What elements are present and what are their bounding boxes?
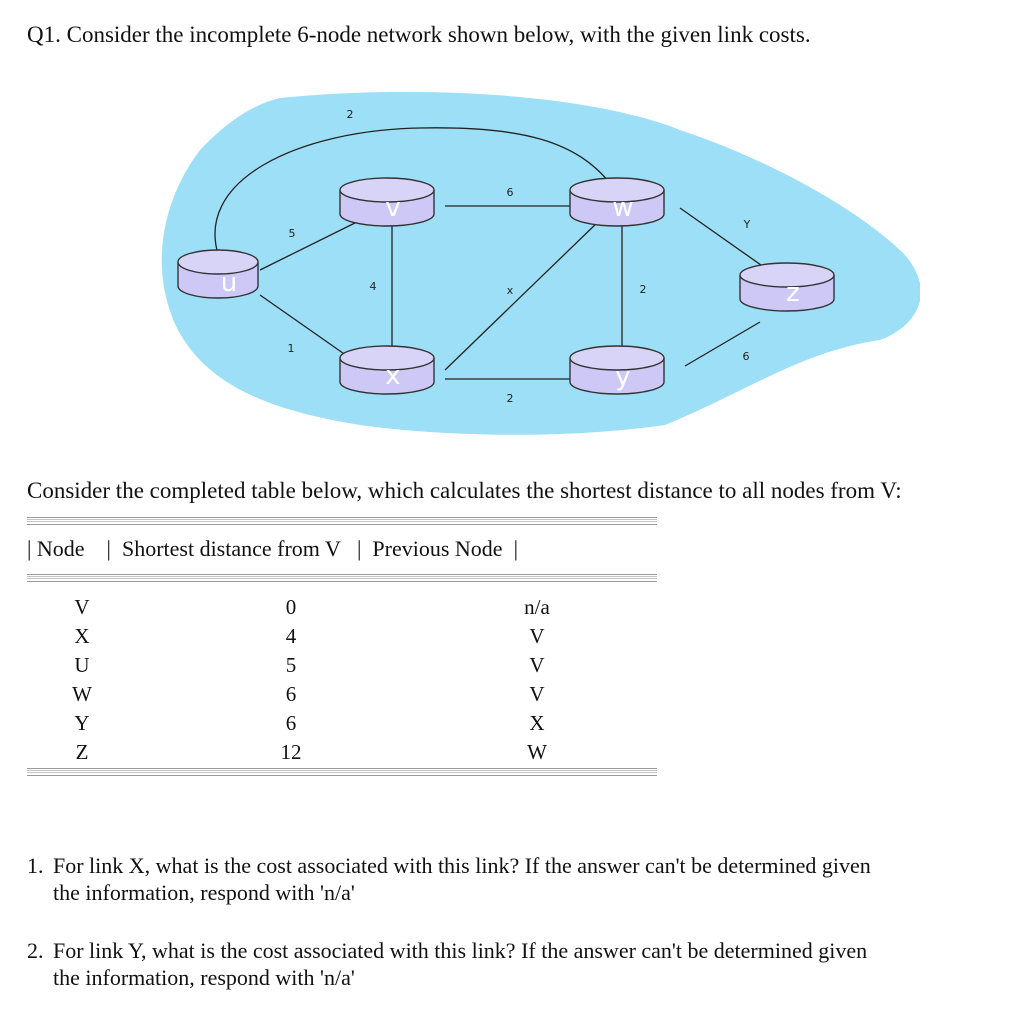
- cell-previous: X: [529, 711, 545, 735]
- cell-node: W: [72, 682, 92, 706]
- network-diagram: [160, 90, 920, 440]
- svg-text:w: w: [612, 193, 634, 223]
- table-rule-bottom: [27, 768, 657, 776]
- question-text-cont: the information, respond with 'n/a': [53, 880, 355, 905]
- cell-node: X: [74, 624, 90, 648]
- svg-text:u: u: [220, 268, 238, 298]
- question-1: [27, 852, 871, 906]
- cost-x-y: 2: [506, 392, 514, 405]
- cell-distance: 0: [285, 595, 297, 619]
- question-title: Q1. Consider the incomplete 6-node network shown below, with the given link costs.: [27, 22, 811, 47]
- cost-y-z: 6: [742, 350, 750, 363]
- cell-node: Y: [74, 711, 90, 735]
- question-text-cont: the information, respond with 'n/a': [53, 965, 355, 990]
- cost-w-x: x: [506, 284, 514, 297]
- cell-distance: 4: [285, 624, 297, 648]
- router-y: [570, 346, 664, 394]
- cell-distance: 6: [285, 682, 297, 706]
- cell-previous: V: [529, 653, 545, 677]
- question-number: 2.: [27, 938, 44, 963]
- cell-node: Z: [75, 740, 89, 764]
- cell-node: V: [74, 595, 90, 619]
- question-text: For link Y, what is the cost associated with this link? If the answer can't be determined given: [53, 938, 868, 963]
- cell-distance: 12: [280, 740, 302, 764]
- question-text: For link X, what is the cost associated with this link? If the answer can't be determined given: [53, 853, 871, 878]
- cell-previous: n/a: [524, 595, 550, 619]
- cell-distance: 5: [285, 653, 297, 677]
- cost-v-w: 6: [506, 186, 514, 199]
- router-w: [570, 178, 664, 226]
- question-number: 1.: [27, 853, 44, 878]
- cell-node: U: [74, 653, 90, 677]
- table-intro: Consider the completed table below, which calculates the shortest distance to all nodes from V:: [27, 478, 902, 503]
- cost-u-v: 5: [288, 227, 296, 240]
- router-v: [340, 178, 434, 226]
- table-rule-top: [27, 517, 657, 525]
- router-u: [178, 250, 258, 298]
- question-2: [27, 937, 867, 991]
- router-x: [340, 346, 434, 394]
- cost-w-y: 2: [639, 283, 647, 296]
- svg-text:v: v: [385, 193, 401, 223]
- cell-previous: V: [529, 624, 545, 648]
- router-z: [740, 263, 834, 311]
- cost-w-z: Y: [743, 218, 751, 231]
- table-header: | Node | Shortest distance from V | Previous Node |: [27, 536, 518, 561]
- cost-v-x: 4: [369, 280, 377, 293]
- cell-previous: W: [527, 740, 547, 764]
- cell-distance: 6: [285, 711, 297, 735]
- svg-text:z: z: [786, 278, 800, 308]
- cell-previous: V: [529, 682, 545, 706]
- table-rule-mid: [27, 574, 657, 582]
- cost-u-x: 1: [287, 342, 295, 355]
- cost-u-w: 2: [346, 108, 354, 121]
- svg-text:y: y: [615, 362, 631, 392]
- svg-text:x: x: [385, 361, 401, 391]
